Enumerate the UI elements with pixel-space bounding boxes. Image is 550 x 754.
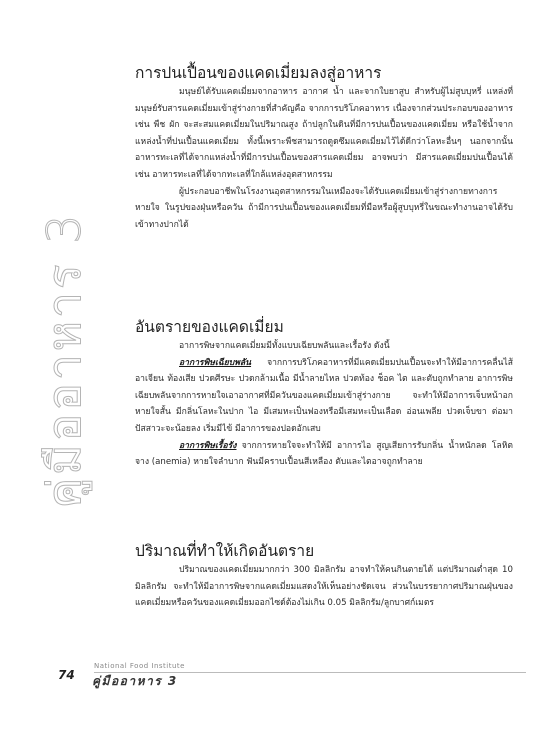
section-heading: อันตรายของแคดเมี่ยม	[135, 318, 284, 336]
acute-paragraph	[135, 355, 513, 438]
body-paragraph: ผู้ประกอบอาชีพในโรงงานอุตสาหกรรมในเหมืองจะได้รับแคดเมี่ยมเข้าสู่ร่างกายทางการหายใจ ในรูปของฝุ่นหรือควัน ถ้ามีการปนเปื้อนของแคดเมี่ยมที่มือหรือผู้สูบบุหรี่ในขณะทำงานอาจได้รับเข้าทางปากได้	[135, 186, 513, 230]
footer-institute: National Food Institute	[94, 662, 185, 670]
section-heading: ปริมาณที่ทำให้เกิดอันตราย	[135, 542, 315, 560]
hazard-intro: อาการพิษจากแคดเมี่ยมมีทั้งแบบเฉียบพลันและเรื้อรัง ดังนี้	[179, 341, 390, 351]
page-footer	[58, 662, 528, 692]
acute-text: จากการบริโภคอาหารที่มีแคดเมี่ยมปนเปื้อนจะทำให้มีอาการคลื่นไส้ อาเจียน ท้องเสีย ปวดศีรษะ ปวดกล้ามเนื้อ มีน้ำลายไหล ปวดท้อง ช็อค ไต และตับถูกทำลาย อาการพิษเฉียบพลันจากการหายใจเอาอากาศที่มีควันของแคดเมี่ยมเข้าสู่ร่างกาย จะทำให้มีอาการเจ็บหน้าอก หายใจสั้น มีกลิ่นโลหะในปาก ไอ มีเสมหะเป็นฟองหรือมีเสมหะเป็นเลือด อ่อนเพลีย ปวดเจ็บขา ต่อมาปัสสาวะจะน้อยลง เริ่มมีไข้ มีอาการของปอดอักเสบ	[135, 357, 513, 434]
side-title-watermark: คู่มืออาหาร 3	[37, 211, 91, 509]
section-dosage	[135, 540, 513, 612]
chronic-text: จากการหายใจจะทำให้มี อาการไอ สูญเสียการรับกลิ่น น้ำหนักลด โลหิตจาง (anemia) หายใจลำบาก ฟันมีคราบเปื้อนสีเหลือง ตับและไตอาจถูกทำลาย	[135, 440, 513, 468]
body-paragraph: มนุษย์ได้รับแคดเมี่ยมจากอาหาร อากาศ น้ำ และจากใบยาสูบ สำหรับผู้ไม่สูบบุหรี่ แหล่งที่มนุษย์รับสารแคดเมี่ยมเข้าสู่ร่างกายที่สำคัญคือ จากการบริโภคอาหาร เนื่องจากส่วนประกอบของอาหาร เช่น พืช ผัก จะสะสมแคดเมี่ยมในปริมาณสูง ถ้าปลูกในดินที่มีการปนเปื้อนของแคดเมี่ยม หรือใช้น้ำจากแหล่งน้ำที่ปนเปื้อนแคดเมี่ยม ทั้งนี้เพราะพืชสามารถดูดซึมแคดเมี่ยมไว้ได้ดีกว่าโลหะอื่นๆ นอกจากนั้นอาหารทะเลที่ได้จากแหล่งน้ำที่มีการปนเปื้อนของสารแคดเมี่ยม อาจพบว่า มีสารแคดเมี่ยมปนเปื้อนได้ เช่น อาหารทะเลที่ได้จากทะเลที่ใกล้แหล่งอุตสาหกรรม	[135, 87, 513, 180]
body-paragraph: ปริมาณของแคดเมี่ยมมากกว่า 300 มิลลิกรัม อาจทำให้คนกินตายได้ แต่ปริมาณต่ำสุด 10 มิลลิกรัม จะทำให้มีอาการพิษจากแคดเมี่ยมแสดงให้เห็นอย่างชัดเจน ส่วนในบรรยากาศปริมาณฝุ่นของแคดเมี่ยมหรือควันของแคดเมี่ยมออกไซด์ต้องไม่เกิน 0.05 มิลลิกรัม/ลูกบาศก์เมตร	[135, 565, 513, 609]
footer-book-title: คู่มืออาหาร 3	[92, 674, 178, 688]
section-heading: การปนเปื้อนของแคดเมี่ยมลงสู่อาหาร	[135, 64, 382, 82]
acute-label: อาการพิษเฉียบพลัน	[179, 357, 252, 368]
page-number: 74	[58, 668, 75, 682]
chronic-label: อาการพิษเรื้อรัง	[179, 440, 237, 451]
chronic-paragraph	[135, 438, 513, 471]
section-contamination	[135, 62, 513, 233]
section-hazards	[135, 316, 513, 471]
